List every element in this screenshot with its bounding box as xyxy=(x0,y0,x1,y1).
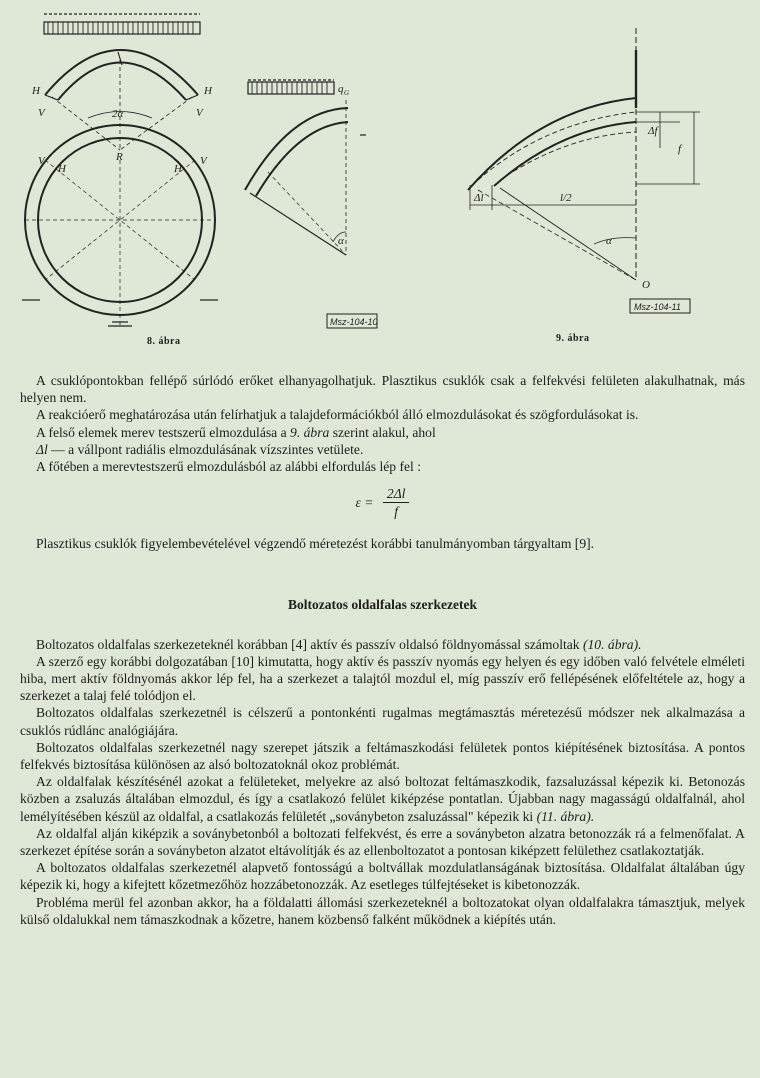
fig8-label-v-ring-left: V xyxy=(38,155,45,167)
formula-lhs: ε = xyxy=(355,495,374,511)
fig9-label-half-span: l/2 xyxy=(560,192,572,204)
text-run: Az oldalfalak készítésénél azokat a felületeket, melyekre az alsó boltozat feltámaszkodik, fazsaluzással képezik ki. Betonozás közben a zsaluzás általában elmozdul, és így a csatlakozó felület kiképzése pontatlan. Újabban nagy magasságú oldalfalnál, ahol lemélyítésében készül az oldalfal, a csatlakozás felületét „soványbeton zsaluzással" képezik ki xyxy=(20,774,745,824)
fig9-label-alpha: α xyxy=(606,235,612,247)
figure-reference: (11. ábra). xyxy=(536,808,595,824)
paragraph: A főtében a merevtestszerű elmozdulásból az alábbi elfordulás lép fel : xyxy=(36,459,422,475)
paragraph: Boltozatos oldalfalas szerkezetnél is célszerű a pontonkénti rugalmas megtámasztás méretezésű módszer nek alkalmazása a csuklós rúdlánc analógiájára. xyxy=(20,705,745,738)
fig8-tag: Msz-104-10 xyxy=(330,317,378,327)
fig8-label-h-left: H xyxy=(32,85,40,97)
fig9-tag: Msz-104-11 xyxy=(634,302,681,312)
paragraph: Plasztikus csuklók figyelembevételével végzendő méretezést korábbi tanulmányomban tárgyaltam [9]. xyxy=(36,536,595,552)
formula-denominator: f xyxy=(394,504,399,520)
paragraph: Az oldalfal alján kiképzik a soványbetonból a boltozati felfekvést, és erre a soványbeton alzatra betonozzák rá a felmenőfalat. A szerkezet építése során a soványbeton alzatot eltávolítják és az ellenboltozatot a pontosan kiképzett felülethez csatlakoztatják. xyxy=(20,825,745,859)
figures-area xyxy=(0,0,760,355)
fig8-label-angle: 2α xyxy=(112,108,124,120)
figure-reference: (10. ábra). xyxy=(582,636,642,652)
fig8-label-h-ring-right: H xyxy=(174,163,182,175)
paragraph: Boltozatos oldalfalas szerkezetnél nagy szerepet játszik a feltámaszkodási felületek pontos kiépítésének biztosítása. A pontos felfekvés biztosítása különösen az alsó boltozatoknál okoz problémát. xyxy=(20,739,745,773)
fig9-label-f: f xyxy=(678,143,682,155)
symbol: Δl xyxy=(36,441,48,457)
paragraph: A reakcióerő meghatározása után felírhatjuk a talajdeformációkból álló elmozdulásokat és szögfordulásokat is. xyxy=(36,407,639,423)
fig8-label-load-sub: G xyxy=(344,89,350,97)
figure-drawings xyxy=(0,0,760,355)
fig8-label-h-ring-left: H xyxy=(58,163,66,175)
paragraph: A szerző egy korábbi dolgozatában [10] kimutatta, hogy aktív és passzív nyomás egy helyen és egy időben való felvétele elméleti hiba, mert aktív földnyomás akkor lép fel, ha a szerkezet a talajtól mozdul el, míg passzív erő fellépésének előfeltétele az, hogy a szerkezet a talaj felé tolódjon el. xyxy=(20,653,745,704)
formula-numerator: 2Δl xyxy=(383,485,410,503)
paragraph: A boltozatos oldalfalas szerkezetnél alapvető fontosságú a boltvállak mozdulatlanságának biztosítása. Oldalfalat általában úgy képezik ki, hogy a kifejtett kőzetmezőhöz hozzábetonozzák. Az esetleges túlfejtéseket is kibetonozzák. xyxy=(20,860,745,893)
fig8-label-v-right: V xyxy=(196,107,203,119)
paragraph: A csuklópontokban fellépő súrlódó erőket elhanyagolhatjuk. Plasztikus csuklók csak a felfekvési felületen alakulhatnak, más helyen nem. xyxy=(20,373,745,406)
formula-fraction xyxy=(383,485,410,520)
fig9-label-origin: O xyxy=(642,279,650,291)
paragraph xyxy=(20,441,745,458)
fig8-caption: 8. ábra xyxy=(147,336,181,347)
fig8-label-alpha: α xyxy=(338,235,344,247)
fig8-label-h-right: H xyxy=(204,85,212,97)
paragraph: Probléma merül fel azonban akkor, ha a földalatti állomási szerkezeteknél a boltozatokat olyan oldalfalakra támasztjuk, melyek külső oldalukkal nem támaszkodnak a kőzetre, hanem közbenső falként működnek a kiépítés után. xyxy=(20,894,745,927)
formula xyxy=(20,485,745,527)
text-run: A felső elemek merev testszerű elmozdulása a xyxy=(36,424,291,440)
text-run: Boltozatos oldalfalas szerkezeteknél korábban [4] aktív és passzív oldalsó földnyomással számoltak xyxy=(36,636,583,652)
fig8-label-v-ring-right: V xyxy=(200,155,207,167)
paragraph xyxy=(20,636,745,653)
paragraph xyxy=(20,773,745,825)
text-run: szerint alakul, ahol xyxy=(329,424,436,440)
section-title: Boltozatos oldalfalas szerkezetek xyxy=(288,597,477,613)
body-text xyxy=(20,372,745,928)
fig9-label-delta-l: Δl xyxy=(474,192,484,204)
fig9-caption: 9. ábra xyxy=(556,333,590,344)
text-run: — a vállpont radiális elmozdulásának vízszintes vetülete. xyxy=(47,441,364,457)
paragraph xyxy=(20,424,745,441)
fig8-label-radius: R xyxy=(116,151,123,163)
figure-reference: 9. ábra xyxy=(290,424,330,440)
fig8-label-v-left: V xyxy=(38,107,45,119)
fig9-label-delta-f: Δf xyxy=(648,125,658,137)
fig8-label-load: q xyxy=(338,83,344,95)
